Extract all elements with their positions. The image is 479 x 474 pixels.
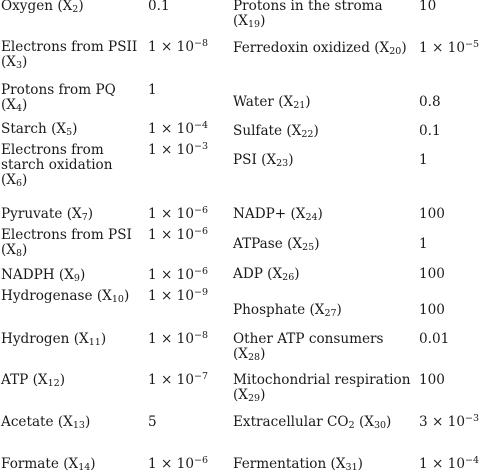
parameter-name: Hydrogenase $(X_{10})$: [1, 288, 130, 305]
parameter-value: 10: [419, 0, 437, 14]
parameter-name: Water $(X_{21})$: [233, 94, 311, 111]
parameter-value: $1 \times 10^{-8}$: [148, 38, 208, 55]
parameter-value: $1 \times 10^{-4}$: [419, 455, 479, 472]
parameter-value: $1 \times 10^{-4}$: [148, 120, 208, 137]
parameter-name: Electrons from PSII $(X_3)$: [1, 39, 138, 71]
parameter-value: 1: [148, 82, 157, 98]
parameter-value: 100: [419, 266, 445, 282]
parameter-name: Acetate $(X_{13})$: [1, 414, 91, 431]
parameter-value: $3 \times 10^{-3}$: [419, 413, 479, 430]
parameter-name: ADP $(X_{26})$: [233, 266, 300, 283]
parameter-name: Pyruvate $(X_7)$: [1, 206, 94, 223]
parameter-name: Mitochondrial respiration $(X_{29})$: [233, 372, 411, 404]
parameter-name: NADPH $(X_9)$: [1, 267, 86, 284]
parameter-value: $1 \times 10^{-6}$: [148, 205, 208, 222]
parameter-name: ATP $(X_{12})$: [1, 372, 65, 389]
parameter-name: Other ATP consumers $(X_{28})$: [233, 331, 384, 363]
parameter-value: $1 \times 10^{-5}$: [419, 39, 479, 56]
parameter-name: Starch $(X_5)$: [1, 121, 78, 138]
parameter-value: 0.01: [419, 331, 450, 347]
parameter-value: 1: [419, 152, 428, 168]
parameter-name: PSI $(X_{23})$: [233, 152, 294, 169]
parameter-name: Hydrogen $(X_{11})$: [1, 331, 107, 348]
parameter-name: Phosphate $(X_{27})$: [233, 302, 342, 319]
parameter-value: $1 \times 10^{-3}$: [148, 141, 208, 158]
parameter-name: Sulfate $(X_{22})$: [233, 123, 319, 140]
parameter-value: 0.8: [419, 94, 441, 110]
parameter-value: 100: [419, 372, 445, 388]
parameter-name: Ferredoxin oxidized $(X_{20})$: [233, 40, 407, 57]
parameter-value: 1: [419, 236, 428, 252]
parameter-value: $1 \times 10^{-7}$: [148, 371, 208, 388]
parameter-value: 100: [419, 206, 445, 222]
parameter-name: Electrons from starch oxidation $(X_6)$: [1, 142, 113, 189]
parameter-name: NADP+ $(X_{24})$: [233, 206, 323, 223]
parameter-value: 5: [148, 414, 157, 430]
parameter-name: Protons in the stroma $(X_{19})$: [233, 0, 383, 30]
parameter-value: $1 \times 10^{-6}$: [148, 455, 208, 472]
parameter-value: $1 \times 10^{-6}$: [148, 266, 208, 283]
parameter-name: Protons from PQ $(X_4)$: [1, 82, 116, 114]
parameter-name: Extracellular $CO_2$ $(X_{30})$: [233, 414, 392, 431]
parameter-name: ATPase $(X_{25})$: [233, 236, 320, 253]
parameter-name: Oxygen $(X_2)$: [1, 0, 84, 15]
parameter-name: Formate $(X_{14})$: [1, 456, 96, 473]
parameter-value: $1 \times 10^{-9}$: [148, 287, 208, 304]
parameter-name: Fermentation $(X_{31})$: [233, 456, 363, 473]
parameter-value: 0.1: [419, 123, 441, 139]
parameter-value: 0.1: [148, 0, 170, 14]
parameter-name: Electrons from PSI $(X_8)$: [1, 227, 132, 259]
parameter-value: $1 \times 10^{-8}$: [148, 330, 208, 347]
parameter-value: 100: [419, 302, 445, 318]
parameter-value: $1 \times 10^{-6}$: [148, 226, 208, 243]
